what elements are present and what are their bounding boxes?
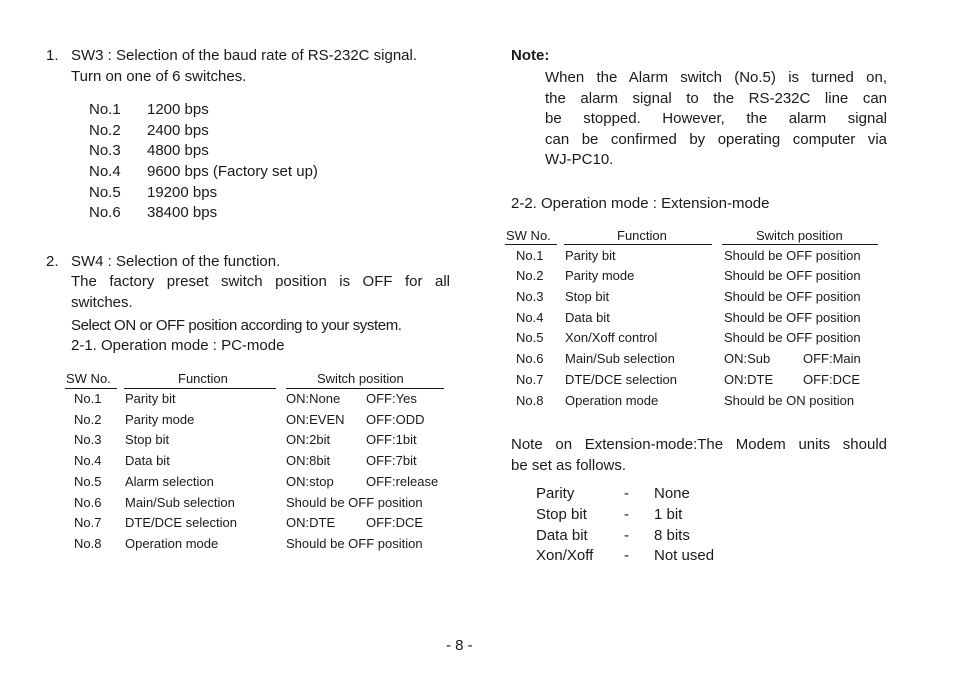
- row-on-value: ON:8bit: [286, 453, 331, 468]
- row-on-value: ON:stop: [286, 474, 334, 489]
- baud-rate: 4800 bps: [147, 142, 209, 159]
- sw4-factory-preset-line: The factory preset switch position is OFF for all: [71, 273, 450, 290]
- baud-rate: 38400 bps: [147, 204, 218, 221]
- row-function: Alarm selection: [125, 474, 214, 489]
- row-sw-no: No.2: [516, 268, 544, 283]
- row-function: Operation mode: [565, 393, 659, 408]
- header-underline: [65, 388, 117, 389]
- row-off-value: OFF:1bit: [366, 432, 417, 447]
- note-line: WJ-PC10.: [545, 151, 614, 168]
- setting-value: None: [654, 485, 690, 502]
- row-position-full: Should be ON position: [724, 393, 855, 408]
- row-sw-no: No.4: [74, 453, 102, 468]
- row-function: Parity bit: [125, 391, 176, 406]
- baud-no: No.6: [89, 204, 121, 221]
- row-sw-no: No.7: [516, 372, 544, 387]
- row-function: DTE/DCE selection: [125, 515, 237, 530]
- note-line: When the Alarm switch (No.5) is turned on,: [545, 69, 887, 86]
- note-line: can be confirmed by operating computer via: [545, 131, 887, 148]
- row-off-value: OFF:DCE: [366, 515, 424, 530]
- baud-rate: 1200 bps: [147, 101, 209, 118]
- pc-mode-heading: 2-1. Operation mode : PC-mode: [71, 337, 285, 354]
- baud-no: No.2: [89, 122, 121, 139]
- row-off-value: OFF:Main: [803, 351, 861, 366]
- row-on-value: ON:DTE: [286, 515, 336, 530]
- setting-name: Data bit: [536, 527, 588, 544]
- extension-note-line: be set as follows.: [511, 457, 627, 474]
- row-sw-no: No.3: [516, 289, 544, 304]
- row-on-value: ON:2bit: [286, 432, 331, 447]
- row-function: Parity bit: [565, 248, 616, 263]
- baud-no: No.1: [89, 101, 121, 118]
- page-number: - 8 -: [446, 637, 473, 654]
- sw3-title: SW3 : Selection of the baud rate of RS-232C signal.: [71, 47, 418, 64]
- row-function: Main/Sub selection: [565, 351, 675, 366]
- row-on-value: ON:DTE: [724, 372, 774, 387]
- column-header-switch-position: Switch position: [756, 228, 843, 243]
- baud-rate: 2400 bps: [147, 122, 209, 139]
- row-sw-no: No.8: [516, 393, 544, 408]
- row-sw-no: No.6: [516, 351, 544, 366]
- extension-note-line: Note on Extension-mode:The Modem units should: [511, 436, 887, 453]
- header-underline: [505, 244, 557, 245]
- header-underline: [286, 388, 444, 389]
- row-position-full: Should be OFF position: [724, 310, 861, 325]
- baud-no: No.4: [89, 163, 121, 180]
- header-underline: [124, 388, 276, 389]
- note-title: Note:: [511, 47, 550, 64]
- header-underline: [564, 244, 712, 245]
- row-sw-no: No.1: [74, 391, 102, 406]
- row-on-value: ON:EVEN: [286, 412, 345, 427]
- setting-name: Parity: [536, 485, 575, 502]
- row-on-value: ON:Sub: [724, 351, 771, 366]
- setting-dash: -: [624, 527, 629, 544]
- row-function: Stop bit: [125, 432, 170, 447]
- setting-dash: -: [624, 485, 629, 502]
- row-off-value: OFF:DCE: [803, 372, 861, 387]
- baud-rate: 19200 bps: [147, 184, 218, 201]
- setting-name: Stop bit: [536, 506, 587, 523]
- row-sw-no: No.5: [74, 474, 102, 489]
- row-function: Operation mode: [125, 536, 219, 551]
- column-header-function: Function: [178, 371, 228, 386]
- row-function: Xon/Xoff control: [565, 330, 658, 345]
- row-function: Data bit: [565, 310, 610, 325]
- setting-dash: -: [624, 506, 629, 523]
- setting-value: Not used: [654, 547, 715, 564]
- note-line: the alarm signal to the RS-232C line can: [545, 90, 887, 107]
- baud-rate: 9600 bps (Factory set up): [147, 163, 318, 180]
- row-function: Parity mode: [565, 268, 635, 283]
- column-header-switch-position: Switch position: [317, 371, 404, 386]
- row-sw-no: No.6: [74, 495, 102, 510]
- row-sw-no: No.7: [74, 515, 102, 530]
- row-position-full: Should be OFF position: [286, 536, 423, 551]
- row-sw-no: No.3: [74, 432, 102, 447]
- row-function: Data bit: [125, 453, 170, 468]
- row-off-value: OFF:release: [366, 474, 439, 489]
- row-position-full: Should be OFF position: [724, 248, 861, 263]
- sw3-instruction: Turn on one of 6 switches.: [71, 68, 247, 85]
- column-header-function: Function: [617, 228, 667, 243]
- row-function: Main/Sub selection: [125, 495, 235, 510]
- row-sw-no: No.4: [516, 310, 544, 325]
- row-off-value: OFF:Yes: [366, 391, 417, 406]
- row-off-value: OFF:ODD: [366, 412, 425, 427]
- column-header-sw-no: SW No.: [66, 371, 111, 386]
- row-position-full: Should be OFF position: [286, 495, 423, 510]
- section-number: 2.: [46, 253, 59, 270]
- note-line: be stopped. However, the alarm signal: [545, 110, 887, 127]
- sw4-select-instruction: Select ON or OFF position according to your system.: [71, 317, 402, 334]
- row-position-full: Should be OFF position: [724, 330, 861, 345]
- header-underline: [722, 244, 878, 245]
- row-function: Parity mode: [125, 412, 195, 427]
- setting-value: 1 bit: [654, 506, 683, 523]
- setting-value: 8 bits: [654, 527, 690, 544]
- section-number: 1.: [46, 47, 59, 64]
- row-sw-no: No.8: [74, 536, 102, 551]
- row-position-full: Should be OFF position: [724, 289, 861, 304]
- baud-no: No.5: [89, 184, 121, 201]
- row-off-value: OFF:7bit: [366, 453, 417, 468]
- sw4-factory-preset-cont: switches.: [71, 294, 133, 311]
- row-sw-no: No.5: [516, 330, 544, 345]
- row-sw-no: No.2: [74, 412, 102, 427]
- row-function: Stop bit: [565, 289, 610, 304]
- sw4-title: SW4 : Selection of the function.: [71, 253, 281, 270]
- row-on-value: ON:None: [286, 391, 341, 406]
- column-header-sw-no: SW No.: [506, 228, 551, 243]
- extension-mode-heading: 2-2. Operation mode : Extension-mode: [511, 195, 770, 212]
- baud-no: No.3: [89, 142, 121, 159]
- row-sw-no: No.1: [516, 248, 544, 263]
- setting-name: Xon/Xoff: [536, 547, 594, 564]
- row-position-full: Should be OFF position: [724, 268, 861, 283]
- setting-dash: -: [624, 547, 629, 564]
- row-function: DTE/DCE selection: [565, 372, 677, 387]
